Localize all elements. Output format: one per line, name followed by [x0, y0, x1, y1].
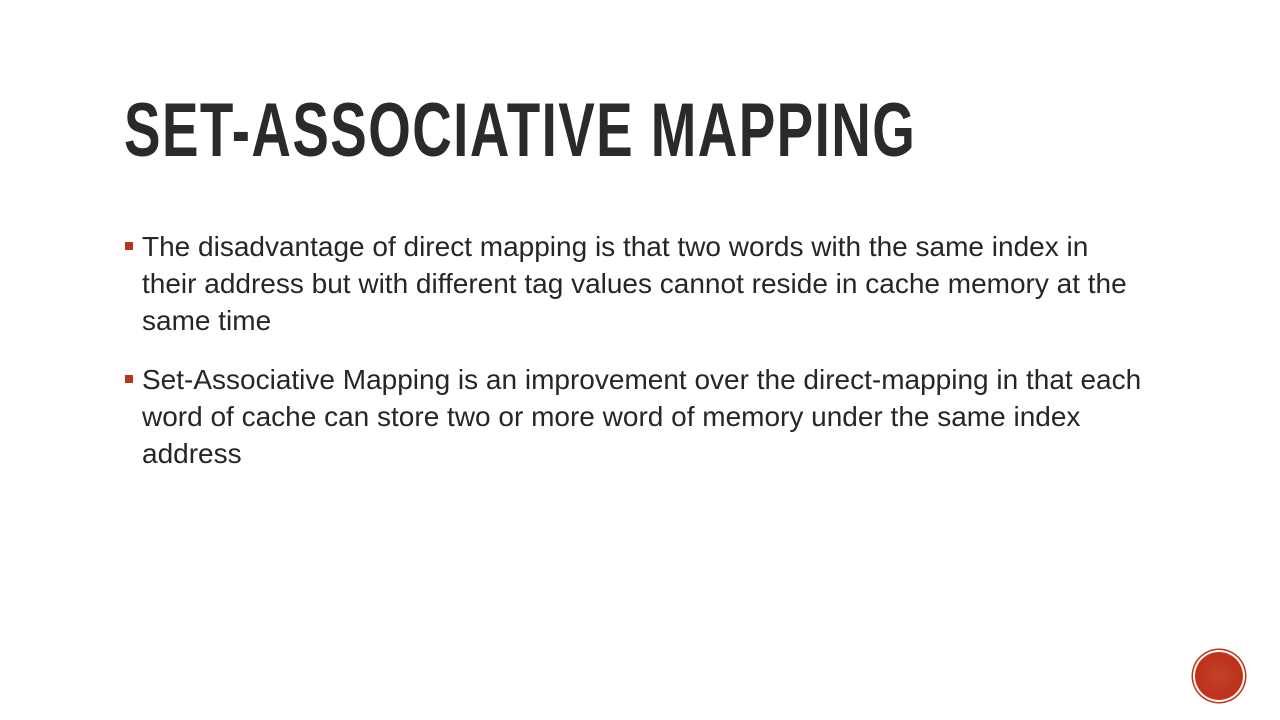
square-bullet-icon — [125, 375, 133, 383]
bullet-item — [124, 361, 1144, 472]
bullet-text: Set-Associative Mapping is an improvement over the direct-mapping in that each word of cache can store two or more word of memory under the same index address — [142, 364, 1142, 469]
square-bullet-icon — [125, 242, 133, 250]
bullet-item — [124, 228, 1144, 339]
bullet-list — [124, 228, 1144, 494]
bullet-text: The disadvantage of direct mapping is that two words with the same index in their address but with different tag values cannot reside in cache memory at the same time — [142, 231, 1127, 336]
slide-nav-circle-icon[interactable] — [1195, 652, 1243, 700]
slide-title: SET-ASSOCIATIVE MAPPING — [124, 88, 917, 173]
